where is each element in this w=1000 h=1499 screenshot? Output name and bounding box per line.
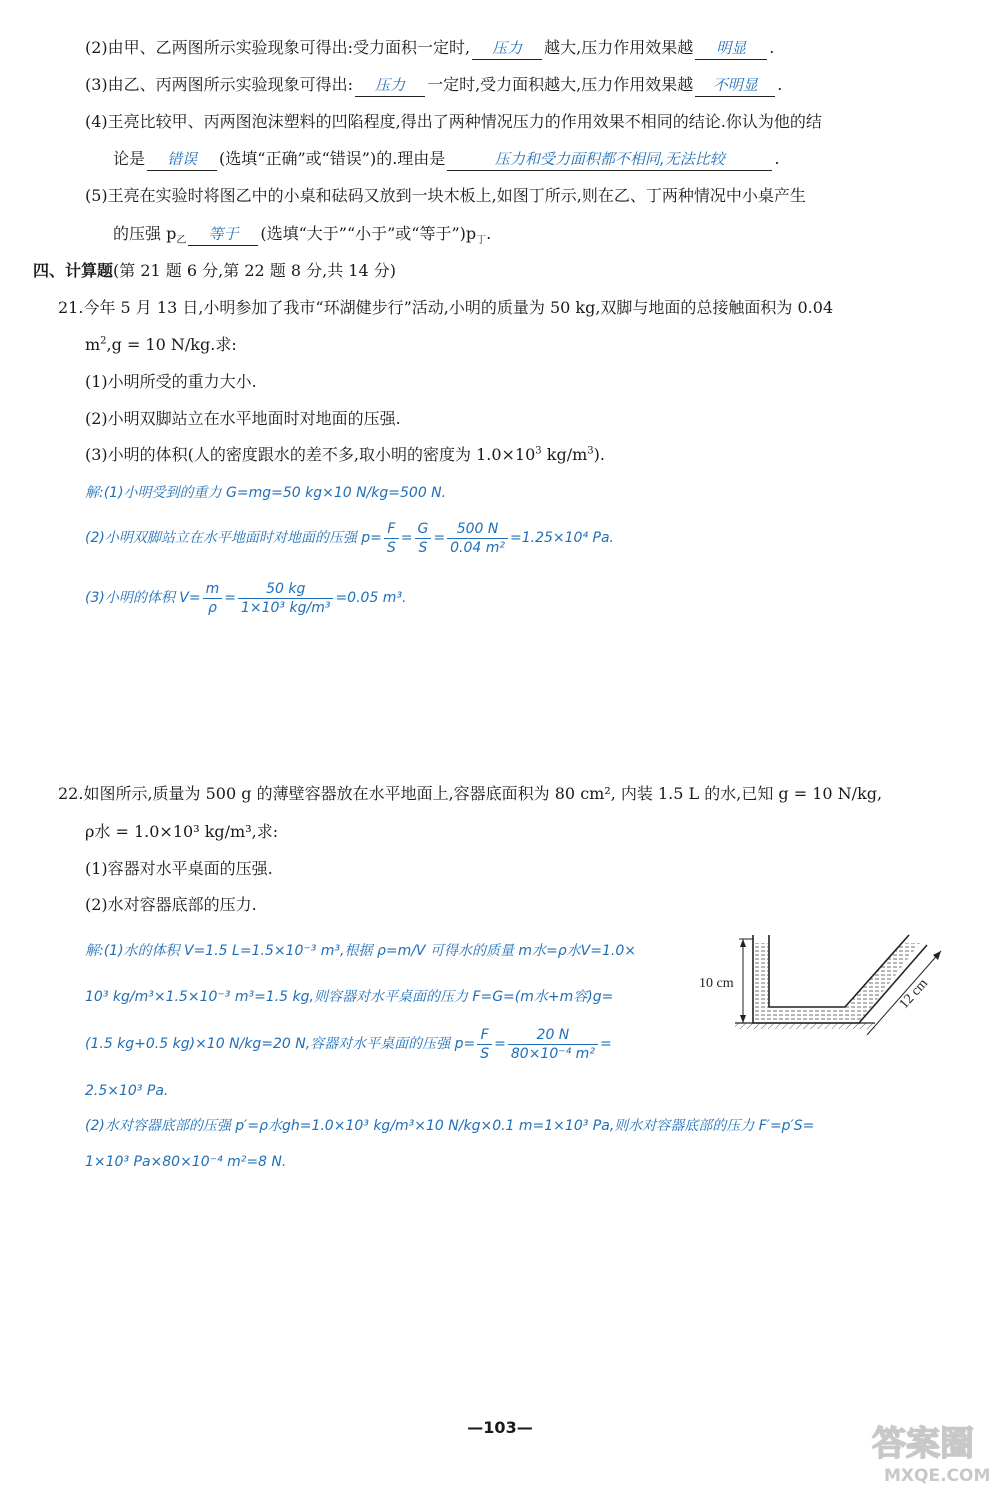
answer-blank: 明显: [695, 37, 767, 60]
answer-blank: 压力: [355, 74, 425, 97]
answer-blank: 不明显: [695, 74, 775, 97]
dim-label-12cm: 12 cm: [896, 976, 932, 1012]
arrow-down-icon: [740, 1015, 746, 1023]
fraction: $\frac{500 N}{\text{0.04 m²}}$: [447, 520, 508, 557]
q21-answer1: 解:(1)小明受到的重力 G=mg=50 kg×10 N/kg=500 N.: [85, 485, 447, 501]
fraction: $\frac{50 kg}{\text{1×10³ kg/m³}}$: [238, 580, 333, 617]
q22-answer-line3: (1.5 kg+0.5 kg)×10 N/kg=20 N,容器对水平桌面的压强 p= $\frac{F}{S}$ = $\frac{20 N}{\text{80×10⁻⁴ m²}}$ =: [85, 1026, 612, 1062]
fraction: $\frac{m}{\rho}$: [203, 580, 223, 617]
q20-part2: (2)由甲、乙两图所示实验现象可得出:受力面积一定时, 压力 越大,压力作用效果越 明显 .: [85, 36, 774, 60]
q21-stem-line2: $m^2,g = 10$ N/kg.求:: [85, 335, 237, 354]
ground-hatch: [735, 1023, 875, 1029]
q22-answer-line1: 解:(1)水的体积 V=1.5 L=1.5×10⁻³ m³,根据 ρ=m/V 可得水的质量 m水=ρ水V=1.0×: [85, 943, 636, 959]
q22-stem-line1: 22.如图所示,质量为 500 g 的薄壁容器放在水平地面上,容器底面积为 80 cm², 内装 1.5 L 的水,已知 g = 10 N/kg,: [58, 784, 883, 803]
q20-part3: (3)由乙、丙两图所示实验现象可得出: 压力 一定时,受力面积越大,压力作用效果越 不明显 .: [85, 73, 782, 97]
answer-blank: 错误: [147, 148, 217, 171]
q22-stem-line2: ρ水 = 1.0×10³ kg/m³,求:: [85, 822, 279, 841]
fraction: $\frac{G}{S}$: [415, 520, 432, 557]
q21-answer2: (2)小明双脚站立在水平地面时对地面的压强 p= $\frac{F}{S}$ = $\frac{G}{S}$ = $\frac{500 N}{\text{0.04 m²}}$ =1.25×10⁴ Pa.: [85, 520, 614, 556]
watermark-logo: [870, 1415, 995, 1494]
q21-sub2: (2)小明双脚站立在水平地面时对地面的压强.: [85, 409, 401, 428]
watermark-text: MXQE.COM: [884, 1466, 991, 1486]
q21-sub1: (1)小明所受的重力大小.: [85, 372, 257, 391]
arrow-up-icon: [740, 939, 746, 947]
section-heading: 四、计算题(第 21 题 6 分,第 22 题 8 分,共 14 分): [33, 261, 396, 280]
answer-blank: 压力和受力面积都不相同,无法比较: [447, 148, 772, 171]
q20-part5-line2: 的压强 $p_乙$ 等于 (选填“大于”“小于”或“等于$”)p_丁$.: [113, 224, 492, 247]
q20-part5-line1: (5)王亮在实验时将图乙中的小桌和砝码又放到一块木板上,如图丁所示,则在乙、丁两种情况中小桌产生: [85, 186, 806, 205]
q22-answer-line6: 1×10³ Pa×80×10⁻⁴ m²=8 N.: [85, 1154, 287, 1170]
q21-stem-line1: 21.今年 5 月 13 日,小明参加了我市“环湖健步行”活动,小明的质量为 50 kg,双脚与地面的总接触面积为 0.04: [58, 298, 834, 317]
dim-label-10cm: 10 cm: [699, 976, 734, 991]
answer-blank: 压力: [472, 37, 542, 60]
q22-answer-line5: (2)水对容器底部的压强 p′=ρ水gh=1.0×10³ kg/m³×10 N/kg×0.1 m=1×10³ Pa,则水对容器底部的压力 F′=p′S=: [85, 1118, 815, 1134]
fraction: $\frac{20 N}{\text{80×10⁻⁴ m²}}$: [508, 1026, 598, 1063]
q21-answer3: (3)小明的体积 V= $\frac{m}{\rho}$ = $\frac{50 kg}{\text{1×10³ kg/m³}}$ =0.05 m³.: [85, 580, 407, 616]
q22-sub1: (1)容器对水平桌面的压强.: [85, 859, 273, 878]
page-number: —103—: [467, 1418, 533, 1437]
q21-sub3: (3)小明的体积(人的密度跟水的差不多,取小明的密度为 $1.0\times 10^3$ $kg/m^3$).: [85, 445, 605, 464]
watermark-logo-text: 答案圈: [872, 1424, 974, 1464]
fraction: $\frac{F}{S}$: [477, 1026, 492, 1063]
q22-answer-line4: 2.5×10³ Pa.: [85, 1083, 169, 1099]
answer-blank: 等于: [188, 223, 258, 246]
q22-sub2: (2)水对容器底部的压力.: [85, 895, 257, 914]
q22-answer-line2: 10³ kg/m³×1.5×10⁻³ m³=1.5 kg,则容器对水平桌面的压力 F=G=(m水+m容)g=: [85, 989, 614, 1005]
q20-part4-line1: (4)王亮比较甲、丙两图泡沫塑料的凹陷程度,得出了两种情况压力的作用效果不相同的结论.你认为他的结: [85, 112, 822, 131]
q20-part4-line2: 论是 错误 (选填“正确”或“错误”)的.理由是 压力和受力面积都不相同,无法比较 .: [113, 147, 779, 171]
container-figure: [695, 925, 955, 1045]
fraction: $\frac{F}{S}$: [384, 520, 399, 557]
